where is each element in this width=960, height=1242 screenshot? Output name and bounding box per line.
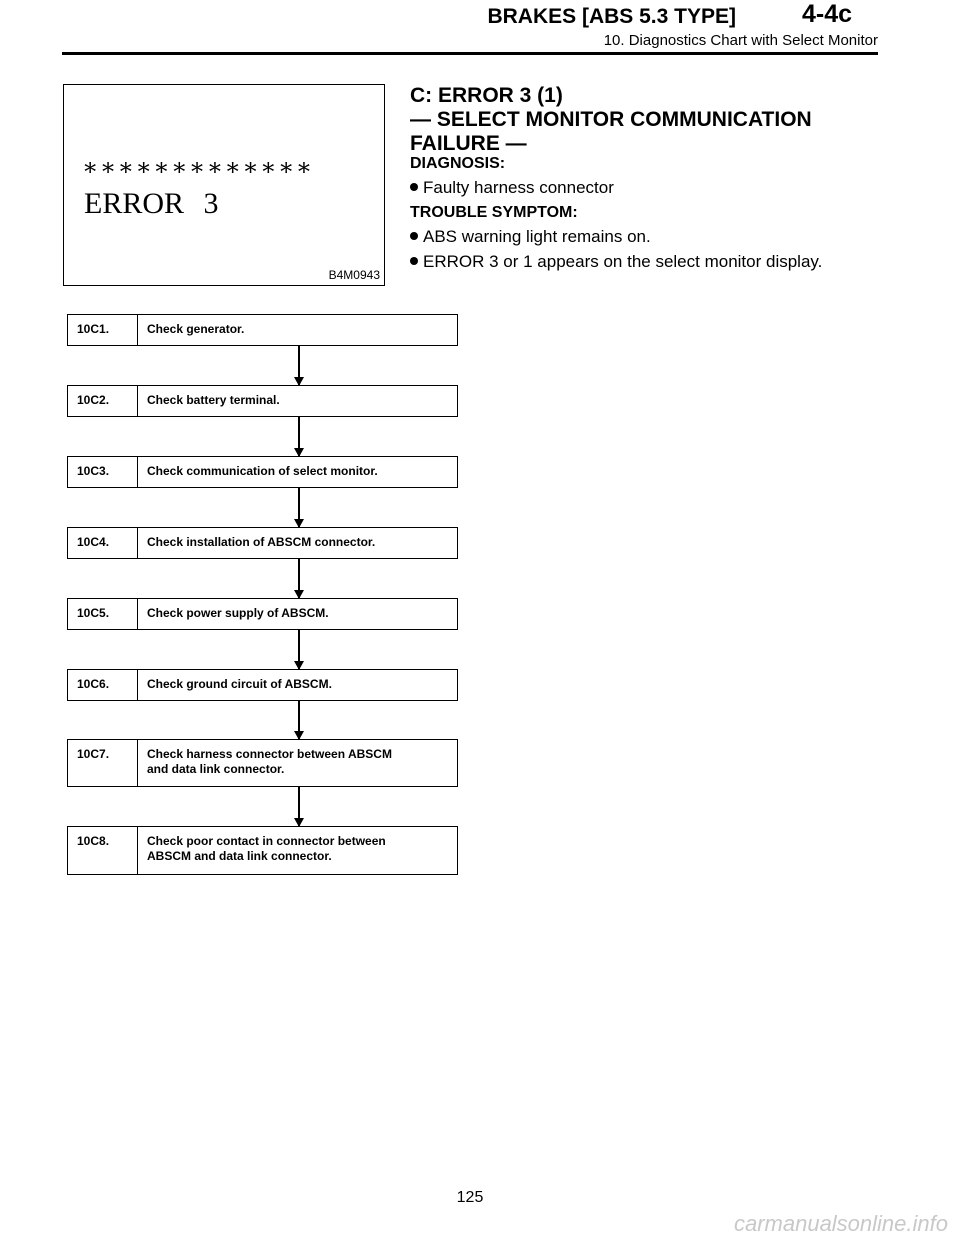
diagnosis-item [410, 178, 614, 198]
diagnosis-item-text: Faulty harness connector [423, 178, 614, 197]
section-title-line: FAILURE — [410, 132, 527, 155]
flowchart-step-10c1 [67, 314, 458, 346]
flow-arrow-down-icon [298, 701, 300, 739]
step-code: 10C1. [68, 315, 138, 345]
header-chapter-code: 4-4c [802, 0, 853, 28]
step-code: 10C8. [68, 827, 138, 874]
step-description-line: Check generator. [147, 322, 245, 336]
page-number: 125 [456, 1189, 484, 1206]
flow-arrow-down-icon [298, 488, 300, 527]
select-monitor-display-figure [63, 84, 385, 286]
flow-arrow-down-icon [298, 630, 300, 669]
flow-arrow-down-icon [298, 417, 300, 456]
step-description [138, 599, 457, 621]
header-section-text: BRAKES [ABS 5.3 TYPE] [487, 5, 736, 28]
flowchart-step-10c5 [67, 598, 458, 630]
step-description-line: Check installation of ABSCM connector. [147, 535, 376, 549]
bullet-icon [410, 257, 418, 265]
step-description-line: and data link connector. [147, 762, 285, 776]
display-asterisks: ∗∗∗∗∗∗∗∗∗∗∗∗∗ [82, 153, 314, 181]
flowchart-step-10c6 [67, 669, 458, 701]
step-description [138, 827, 457, 864]
step-description [138, 457, 457, 479]
step-description-line: Check poor contact in connector between [147, 834, 386, 848]
step-description [138, 670, 457, 692]
step-description-line: Check ground circuit of ABSCM. [147, 677, 332, 691]
step-code: 10C6. [68, 670, 138, 700]
flow-arrow-down-icon [298, 559, 300, 598]
flowchart-step-10c7 [67, 739, 458, 787]
flowchart-step-10c4 [67, 527, 458, 559]
header-subtitle: 10. Diagnostics Chart with Select Monitor [603, 32, 878, 49]
flow-arrow-down-icon [298, 346, 300, 385]
step-description-line: Check power supply of ABSCM. [147, 606, 329, 620]
step-description-line: Check battery terminal. [147, 393, 280, 407]
step-code: 10C4. [68, 528, 138, 558]
section-title [410, 84, 870, 156]
bullet-icon [410, 232, 418, 240]
trouble-symptom-label: TROUBLE SYMPTOM: [410, 204, 578, 221]
flowchart-step-10c8 [67, 826, 458, 875]
step-description [138, 740, 457, 777]
symptom-item [410, 227, 651, 247]
step-description [138, 528, 457, 550]
symptom-item-text: ERROR 3 or 1 appears on the select monitor display. [423, 252, 823, 271]
step-description-line: Check harness connector between ABSCM [147, 747, 392, 761]
step-description [138, 386, 457, 408]
diagnosis-label: DIAGNOSIS: [410, 155, 506, 172]
flow-arrow-down-icon [298, 787, 300, 826]
step-description-line: ABSCM and data link connector. [147, 849, 332, 863]
step-description-line: Check communication of select monitor. [147, 464, 378, 478]
section-title-line: — SELECT MONITOR COMMUNICATION [410, 108, 812, 131]
step-code: 10C3. [68, 457, 138, 487]
step-code: 10C5. [68, 599, 138, 629]
watermark: carmanualsonline.info [733, 1211, 948, 1236]
header-divider [62, 52, 878, 55]
bullet-icon [410, 183, 418, 191]
step-code: 10C2. [68, 386, 138, 416]
step-description [138, 315, 457, 337]
section-title-line: C: ERROR 3 (1) [410, 84, 563, 107]
flowchart-step-10c3 [67, 456, 458, 488]
figure-id: B4M0943 [328, 268, 380, 282]
display-error-text: ERROR 3 [84, 187, 219, 220]
symptom-item-text: ABS warning light remains on. [423, 227, 651, 246]
step-code: 10C7. [68, 740, 138, 786]
flowchart-step-10c2 [67, 385, 458, 417]
symptom-item [410, 252, 822, 272]
